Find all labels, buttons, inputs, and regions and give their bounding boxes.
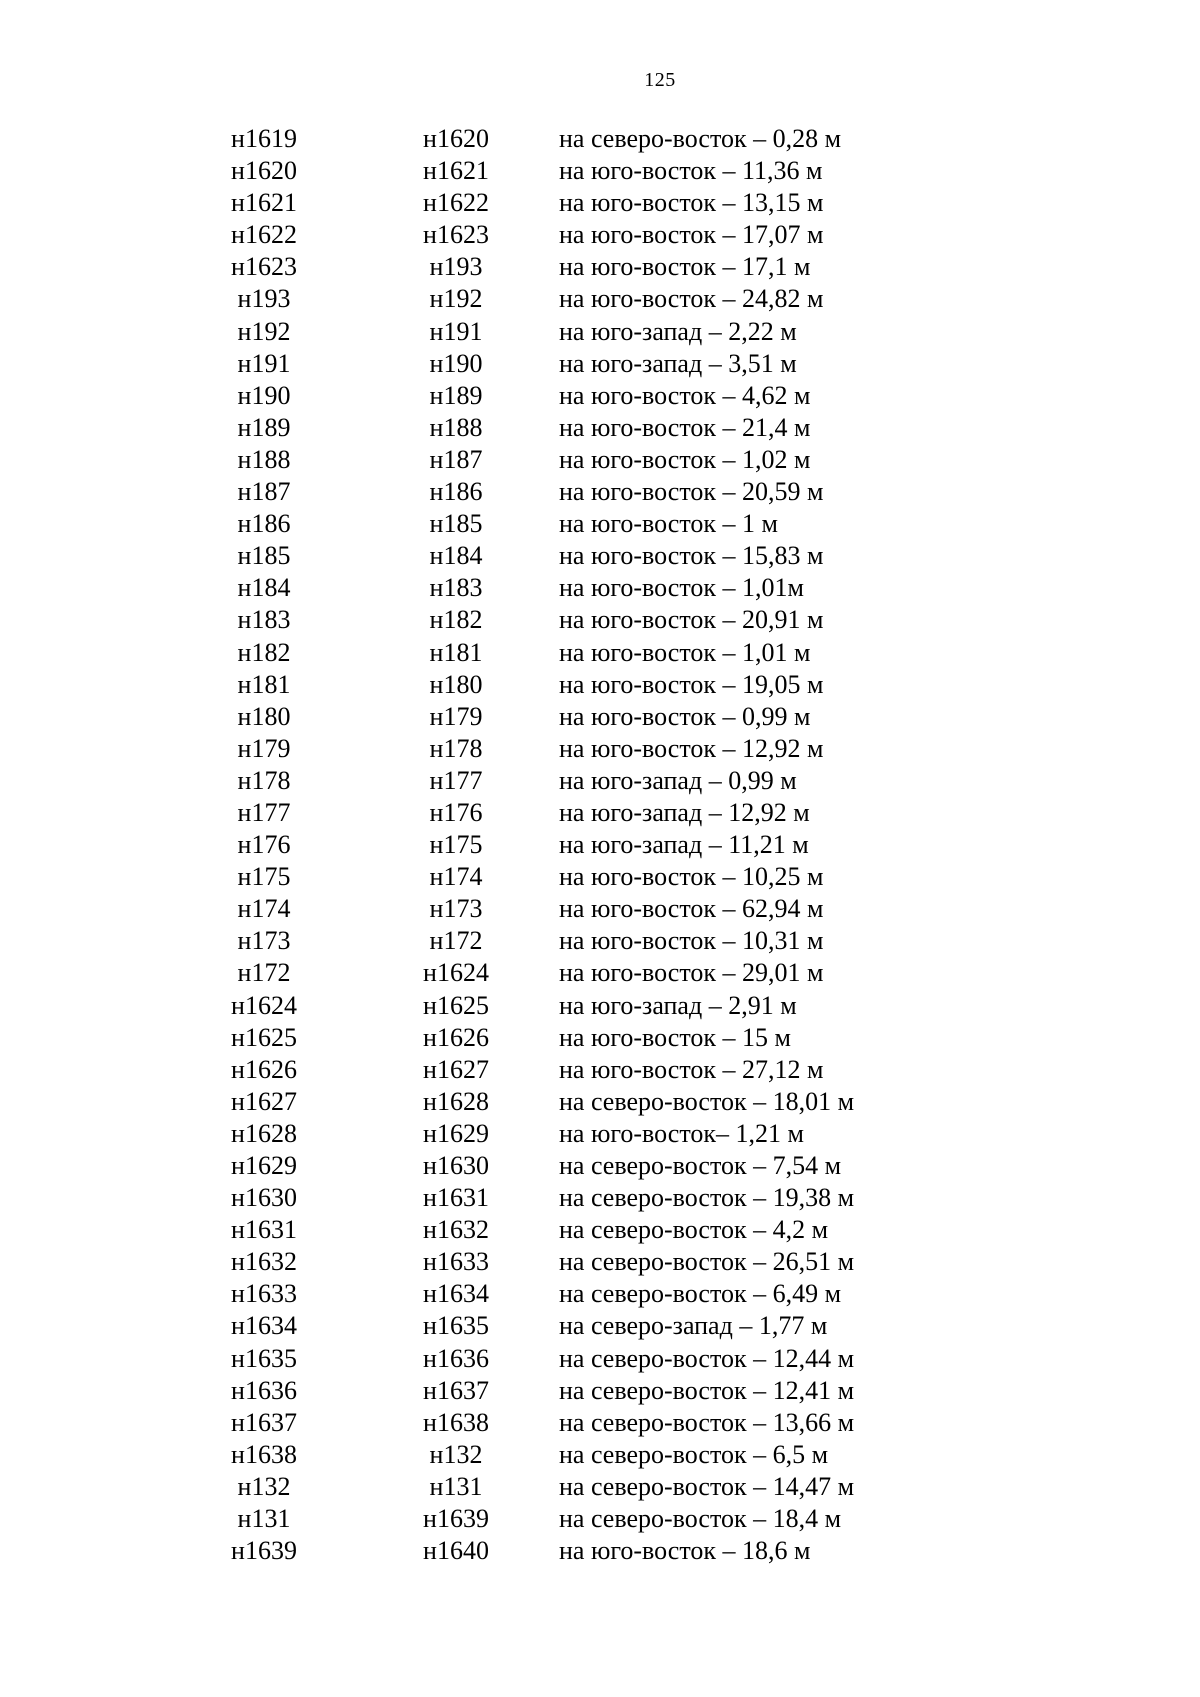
segment-description: на северо-восток – 12,44 м [559,1343,855,1373]
table-row [0,572,1200,604]
segment-description: на юго-запад – 12,92 м [559,797,810,827]
point-from: н191 [237,348,291,378]
table-row [0,155,1200,187]
point-to: н186 [429,477,483,507]
segment-description: на северо-восток – 7,54 м [559,1151,842,1180]
point-from: н1635 [231,1343,297,1373]
segment-description: на юго-восток– 1,21 м [559,1118,804,1148]
table-row [0,1343,1200,1375]
point-to: н187 [429,444,483,474]
point-to: н181 [429,637,483,667]
table-row [0,540,1200,572]
point-from: н175 [237,862,291,892]
point-to: н182 [429,605,483,635]
table-row [0,957,1200,989]
segment-description: на северо-восток – 12,41 м [559,1375,855,1405]
segment-description: на юго-восток – 15,83 м [559,541,824,571]
point-from: н190 [237,380,291,410]
point-from: н1633 [231,1279,297,1309]
point-from: н1627 [231,1086,297,1116]
point-to: н175 [429,830,483,860]
point-from: н193 [237,284,291,314]
segment-description: на юго-восток – 24,82 м [559,284,824,314]
point-to: н1622 [423,188,489,218]
point-from: н1629 [231,1151,297,1180]
segment-description: на юго-восток – 10,25 м [559,862,824,892]
point-from: н1626 [231,1054,297,1084]
boundary-segments-table [0,123,1200,1567]
segment-description: на юго-восток – 12,92 м [559,733,824,763]
point-to: н190 [429,348,483,378]
segment-description: на юго-восток – 20,59 м [559,477,824,507]
point-from: н186 [237,509,291,539]
table-row [0,412,1200,444]
point-to: н172 [429,926,483,956]
point-to: н189 [429,380,483,410]
point-from: н132 [237,1471,291,1501]
point-to: н1640 [423,1536,489,1566]
point-from: н185 [237,541,291,571]
segment-description: на северо-восток – 6,5 м [559,1439,829,1469]
segment-description: на северо-восток – 13,66 м [559,1407,855,1437]
table-row [0,187,1200,219]
point-from: н178 [237,765,291,795]
point-to: н1639 [423,1504,489,1534]
point-from: н176 [237,830,291,860]
page-number: 125 [644,69,676,91]
point-to: н1625 [423,990,489,1020]
table-row [0,1439,1200,1471]
segment-description: на юго-восток – 15 м [559,1022,791,1052]
point-from: н189 [237,412,291,442]
segment-description: на юго-запад – 0,99 м [559,765,797,795]
point-to: н131 [429,1471,483,1501]
segment-description: на юго-восток – 19,05 м [559,669,824,699]
point-to: н1633 [423,1247,489,1277]
point-to: н1624 [423,958,489,988]
point-from: н1625 [231,1022,297,1052]
segment-description: на северо-восток – 0,28 м [559,124,842,153]
table-row [0,219,1200,251]
point-from: н172 [237,958,291,988]
point-to: н193 [429,252,483,282]
point-to: н132 [429,1439,483,1469]
segment-description: на юго-восток – 11,36 м [559,156,823,186]
table-row [0,476,1200,508]
point-to: н185 [429,509,483,539]
segment-description: на юго-восток – 1,01м [559,573,804,603]
segment-description: на юго-восток – 20,91 м [559,605,824,635]
point-to: н179 [429,701,483,731]
table-row [0,1535,1200,1567]
point-to: н177 [429,765,483,795]
table-row [0,1182,1200,1214]
segment-description: на юго-восток – 4,62 м [559,380,811,410]
segment-description: на юго-запад – 3,51 м [559,348,797,378]
table-row [0,1503,1200,1535]
point-to: н1632 [423,1215,489,1245]
segment-description: на северо-восток – 6,49 м [559,1279,842,1309]
point-from: н1638 [231,1439,297,1469]
table-row [0,1278,1200,1310]
table-row [0,1407,1200,1439]
segment-description: на юго-восток – 29,01 м [559,958,824,988]
table-row [0,1118,1200,1150]
table-row [0,604,1200,636]
table-row [0,123,1200,155]
point-from: н1624 [231,990,297,1020]
point-to: н176 [429,797,483,827]
table-row [0,893,1200,925]
segment-description: на юго-восток – 18,6 м [559,1536,811,1566]
table-row [0,637,1200,669]
point-from: н1619 [231,124,297,153]
point-from: н174 [237,894,291,924]
point-from: н181 [237,669,291,699]
point-to: н173 [429,894,483,924]
point-from: н192 [237,316,291,346]
table-row [0,1310,1200,1342]
segment-description: на юго-запад – 2,22 м [559,316,797,346]
table-row [0,861,1200,893]
point-to: н1638 [423,1407,489,1437]
table-row [0,1214,1200,1246]
point-to: н1629 [423,1118,489,1148]
point-from: н1634 [231,1311,297,1341]
point-to: н191 [429,316,483,346]
table-row [0,1471,1200,1503]
point-from: н173 [237,926,291,956]
point-to: н1621 [423,156,489,186]
segment-description: на северо-восток – 19,38 м [559,1183,855,1213]
point-from: н1639 [231,1536,297,1566]
point-from: н187 [237,477,291,507]
segment-description: на северо-восток – 4,2 м [559,1215,829,1245]
point-to: н178 [429,733,483,763]
table-row [0,1086,1200,1118]
point-from: н1622 [231,220,297,250]
table-row [0,1375,1200,1407]
point-from: н182 [237,637,291,667]
segment-description: на северо-восток – 18,01 м [559,1086,855,1116]
point-to: н180 [429,669,483,699]
point-from: н183 [237,605,291,635]
point-from: н184 [237,573,291,603]
point-from: н1623 [231,252,297,282]
segment-description: на юго-восток – 10,31 м [559,926,824,956]
segment-description: на юго-восток – 0,99 м [559,701,811,731]
table-row [0,765,1200,797]
segment-description: на юго-запад – 11,21 м [559,830,809,860]
point-to: н188 [429,412,483,442]
table-row [0,990,1200,1022]
segment-description: на юго-восток – 21,4 м [559,412,811,442]
point-to: н1635 [423,1311,489,1341]
point-from: н188 [237,444,291,474]
table-row [0,283,1200,315]
table-row [0,316,1200,348]
point-to: н1628 [423,1086,489,1116]
point-to: н174 [429,862,483,892]
table-row [0,1022,1200,1054]
table-row [0,797,1200,829]
point-from: н177 [237,797,291,827]
point-to: н1626 [423,1022,489,1052]
point-to: н184 [429,541,483,571]
point-to: н1627 [423,1054,489,1084]
segment-description: на юго-восток – 1,02 м [559,444,811,474]
point-from: н180 [237,701,291,731]
point-from: н1631 [231,1215,297,1245]
segment-description: на юго-восток – 27,12 м [559,1054,824,1084]
point-from: н1620 [231,156,297,186]
table-row [0,733,1200,765]
point-to: н1636 [423,1343,489,1373]
point-from: н1621 [231,188,297,218]
table-row [0,348,1200,380]
point-to: н183 [429,573,483,603]
table-row [0,380,1200,412]
point-to: н1637 [423,1375,489,1405]
point-to: н192 [429,284,483,314]
table-row [0,701,1200,733]
segment-description: на юго-запад – 2,91 м [559,990,797,1020]
point-to: н1623 [423,220,489,250]
table-row [0,1150,1200,1182]
segment-description: на юго-восток – 1,01 м [559,637,811,667]
segment-description: на юго-восток – 62,94 м [559,894,824,924]
table-row [0,1054,1200,1086]
point-from: н179 [237,733,291,763]
table-row [0,669,1200,701]
table-row [0,1246,1200,1278]
segment-description: на северо-восток – 26,51 м [559,1247,855,1277]
point-from: н1636 [231,1375,297,1405]
point-to: н1631 [423,1183,489,1213]
table-row [0,829,1200,861]
segment-description: на северо-запад – 1,77 м [559,1311,828,1341]
point-from: н1630 [231,1183,297,1213]
point-to: н1620 [423,124,489,153]
segment-description: на юго-восток – 17,1 м [559,252,811,282]
table-row [0,444,1200,476]
segment-description: на северо-восток – 14,47 м [559,1471,855,1501]
point-from: н1628 [231,1118,297,1148]
point-from: н1637 [231,1407,297,1437]
point-to: н1630 [423,1151,489,1180]
segment-description: на юго-восток – 1 м [559,509,778,539]
table-row [0,508,1200,540]
point-to: н1634 [423,1279,489,1309]
table-row [0,251,1200,283]
table-row [0,925,1200,957]
point-from: н131 [237,1504,291,1534]
segment-description: на юго-восток – 17,07 м [559,220,824,250]
segment-description: на юго-восток – 13,15 м [559,188,824,218]
point-from: н1632 [231,1247,297,1277]
segment-description: на северо-восток – 18,4 м [559,1504,842,1534]
